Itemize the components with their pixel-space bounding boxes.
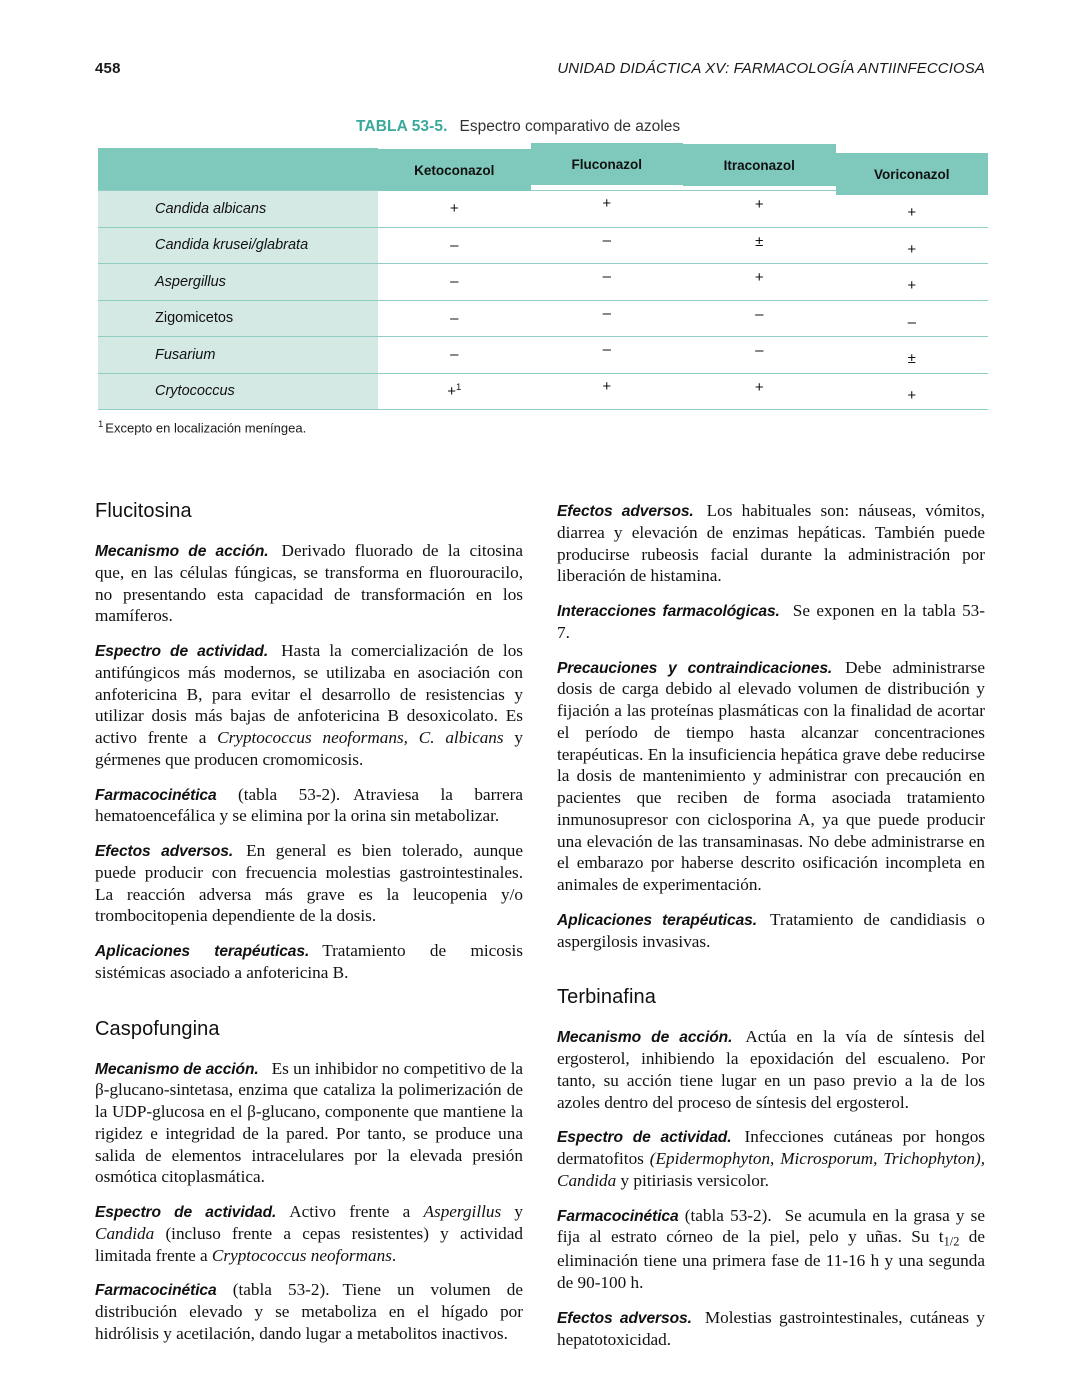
paragraph-espectro-caspofungina [95,1201,523,1266]
paragraph-lead: Espectro de actividad. [557,1129,732,1147]
value-mark: – [602,231,611,249]
paragraph-text-cont: y pitiriasis versicolor. [616,1170,769,1190]
footnote-text: Excepto en localización meníngea. [105,420,307,436]
paragraph-text: Activo frente a [289,1202,424,1221]
paragraph-text: Hasta la comercialización de los antifúngicos más modernos, se utilizaba en asociación con anfotericina B, para evitar el desarrollo de resistencias y utilizar dosis más bajas de anfotericina B desoxicolato. Es activo frente a [95,641,523,747]
value-mark: + [449,200,459,218]
value-mark: – [602,341,611,359]
table-cell-value [378,191,531,228]
paragraph-lead: Espectro de actividad. [95,1204,277,1221]
paragraph-text-cont3: . [391,1245,397,1265]
table-caption [356,118,988,136]
paragraph-lead-ref: (tabla 53-2). [238,784,341,804]
value-mark: – [450,236,459,254]
table-cell-organism: Candida albicans [98,191,378,228]
paragraph-text-cont: de eliminación tiene una primera fase de 11-16 h y una segunda de 90-100 h. [557,1227,985,1293]
table-cell-value [378,300,531,337]
table-row [98,337,988,374]
paragraph-lead-ref: (tabla 53-2). [684,1205,772,1225]
table-row [98,191,988,228]
table-cell-value [683,227,836,264]
table-cell-value [836,191,989,228]
table-cell-value [683,264,836,301]
running-head [95,60,985,77]
value-mark: – [450,346,459,364]
table-cell-organism: Crytococcus [98,373,378,410]
body-columns [95,500,995,1349]
cell-footnote-marker: 1 [455,382,462,394]
table-cell-value [836,373,989,410]
table-row [98,300,988,337]
paragraph-text: Es un inhibidor no competitivo de la β-glucano-sintetasa, enzima que cataliza la polimerización de la UDP-glucosa en el β-glucano, componente que mantiene la rigidez e integridad de la pared. Por tanto, se produce una salida de elementos intracelulares por la elevada presión osmótica citoplasmática. [95,1058,523,1187]
paragraph-farmacocinetica-flucitosina [95,784,523,828]
paragraph-mecanismo-caspofungina [95,1058,523,1189]
paragraph-farmacocinetica-terbinafina [557,1205,985,1294]
table-cell-value [378,264,531,301]
value-mark: – [450,273,459,291]
table-cell-value [378,373,531,410]
value-mark: + [754,269,764,287]
paragraph-text: Atraviesa la barrera hematoencefálica y se elimina por la orina sin metabolizar. [95,784,524,826]
paragraph-farmacocinetica-caspofungina [95,1279,523,1344]
species-name: Candida [95,1223,155,1243]
value-mark: + [602,377,612,395]
paragraph-aplicaciones-flucitosina [95,940,523,984]
table-cell-organism: Aspergillus [98,264,378,301]
column-header-voriconazol: Voriconazol [836,153,989,196]
value-mark: – [450,309,459,327]
paragraph-text: En general es bien tolerado, aunque puede producir con frecuencia molestias gastrointestinales. La reacción adversa más grave es la leucopenia y/o trombocitopenia dependiente de la dosis. [95,841,523,926]
right-column [557,500,985,1350]
value-mark: + [907,204,917,222]
paragraph-lead: Espectro de actividad. [95,643,269,660]
paragraph-espectro-terbinafina [557,1126,985,1191]
table-body [98,191,988,410]
table-cell-value [683,373,836,410]
page-number: 458 [95,60,121,77]
table-header [98,148,988,191]
paragraph-lead: Precauciones y contraindicaciones. [557,659,833,677]
table-footnote [98,419,988,435]
paragraph-lead: Mecanismo de acción. [95,1060,259,1078]
footnote-marker: 1 [98,419,104,430]
species-name: Aspergillus [423,1202,502,1221]
column-header-ketoconazol: Ketoconazol [378,149,531,192]
paragraph-text: Molestias gastrointestinales, cutáneas y hepatotoxicidad. [557,1307,985,1349]
column-header-organism [98,148,378,191]
running-head-title: UNIDAD DIDÁCTICA XV: FARMACOLOGÍA ANTIINFECCIOSA [557,60,985,77]
value-mark: – [907,313,916,331]
table-cell-value [531,227,684,264]
value-mark: – [602,268,611,286]
paragraph-lead: Efectos adversos. [95,843,234,860]
paragraph-text-cont2: (incluso frente a cepas resistentes) y actividad limitada frente a [95,1223,523,1265]
table-header-row [98,148,988,191]
species-name: Cryptococcus neoformans [211,1245,392,1265]
table-row [98,264,988,301]
table-cell-value [531,191,684,228]
value-mark: – [755,342,764,360]
table-cell-value [531,373,684,410]
paragraph-text-cont: y gérmenes que producen cromomicosis. [95,728,523,769]
paragraph-text: Tiene un volumen de distribución elevado y se metaboliza en el hígado por hidrólisis y acetilación, dando lugar a metabolitos inactivos. [95,1280,524,1343]
table-cell-value [836,300,989,337]
paragraph-efectos-flucitosina [95,840,523,927]
paragraph-lead: Aplicaciones terapéuticas. [95,943,310,960]
table-cell-value [836,227,989,264]
table-cell-value [378,337,531,374]
table-cell-organism: Candida krusei/glabrata [98,227,378,264]
column-header-fluconazol: Fluconazol [531,143,684,186]
value-mark: + [907,386,917,404]
paragraph-espectro-flucitosina [95,640,523,771]
value-mark: ± [907,350,916,368]
table-cell-value [836,264,989,301]
table-cell-value [836,337,989,374]
paragraph-lead: Mecanismo de acción. [557,1029,733,1047]
paragraph-text: Se acumula en la grasa y se fija al estrato córneo de la piel, pelo y uñas. Su t [557,1205,985,1247]
table-cell-value [683,300,836,337]
paragraph-mecanismo-flucitosina [95,540,523,627]
paragraph-lead: Efectos adversos. [557,1309,692,1327]
paragraph-interacciones [557,600,985,644]
table-label: TABLA 53-5. [356,118,448,135]
left-column [95,500,523,1345]
table-cell-value [683,191,836,228]
paragraph-mecanismo-terbinafina [557,1026,985,1113]
heading-terbinafina: Terbinafina [557,986,656,1009]
paragraph-lead: Aplicaciones terapéuticas. [557,911,757,929]
table-cell-value [378,227,531,264]
column-header-itraconazol: Itraconazol [683,144,836,187]
species-name: (Epidermophyton, Microsporum, Trichophyton), [649,1149,985,1168]
paragraph-aplicaciones-voriconazol [557,909,985,953]
heading-flucitosina: Flucitosina [95,500,192,522]
table-block [98,118,988,435]
paragraph-lead: Mecanismo de acción. [95,543,269,560]
table-caption-text: Espectro comparativo de azoles [459,118,681,135]
table-cell-value [531,300,684,337]
paragraph-efectos-terbinafina [557,1307,985,1351]
paragraph-lead-ref: (tabla 53-2). [232,1280,330,1300]
paragraph-text: Debe administrarse dosis de carga debido al elevado volumen de distribución y fijación a las proteínas plasmáticas con la finalidad de acortar el período de tiempo hasta alcanzar concentraciones terapéuticas. En la insuficiencia hepática grave debe reducirse la dosis de mantenimiento y administrar con precaución en pacientes que reciben de forma asociada tratamiento inmunosupresor con ciclosporina A, ya que puede producir una elevación de las transaminasas. No debe administrarse en el embarazo por haberse descrito osificación incompleta en animales de experimentación. [557,657,985,894]
paragraph-lead: Farmacocinética [557,1207,679,1225]
value-mark: + [907,277,917,295]
paragraph-lead: Interacciones farmacológicas. [557,603,780,620]
value-mark: + [907,240,917,258]
table-cell-value [683,337,836,374]
paragraph-lead: Efectos adversos. [557,503,694,520]
paragraph-text: Se exponen en la tabla 53-7. [557,601,985,642]
table-cell-value [531,337,684,374]
paragraph-lead: Farmacocinética [95,786,217,804]
table-cell-organism: Fusarium [98,337,378,374]
species-name: Candida [557,1170,617,1190]
table-row [98,227,988,264]
table-cell-value [531,264,684,301]
species-name: Cryptococcus neoformans, C. albicans [217,728,504,747]
paragraph-text: Tratamiento de micosis sistémicas asociado a anfotericina B. [95,941,523,982]
value-mark: – [755,305,764,323]
paragraph-text: Actúa en la vía de síntesis del ergosterol, inhibiendo la epoxidación del escualeno. Por tanto, su acción tiene lugar en un paso previo a la de los azoles dentro del proceso de síntesis del ergosterol. [557,1027,985,1112]
table-cell-organism: Zigomicetos [98,300,378,337]
value-mark: – [602,304,611,322]
spectrum-table [98,148,988,410]
table-row [98,373,988,410]
paragraph-lead: Farmacocinética [95,1282,217,1300]
heading-caspofungina: Caspofungina [95,1017,220,1040]
value-mark: + [602,195,612,213]
paragraph-precauciones [557,657,985,896]
half-life-subscript: 1/2 [943,1234,960,1249]
paragraph-text-cont: y [501,1202,524,1221]
value-mark: +$^1$ [447,382,462,401]
value-mark: ± [755,232,764,250]
paragraph-text: Tratamiento de candidiasis o aspergilosis invasivas. [557,909,985,951]
value-mark: + [754,196,764,214]
paragraph-text: Infecciones cutáneas por hongos dermatofitos [557,1127,985,1168]
value-mark: + [754,378,764,396]
paragraph-text: Derivado fluorado de la citosina que, en las células fúngicas, se transforma en fluorouracilo, no presentando esta capacidad de transformación en los mamíferos. [95,541,523,626]
paragraph-text: Los habituales son: náuseas, vómitos, diarrea y elevación de enzimas hepáticas. También puede producirse rubeosis facial durante la administración por liberación de histamina. [557,501,985,586]
paragraph-efectos-voriconazol [557,500,985,587]
